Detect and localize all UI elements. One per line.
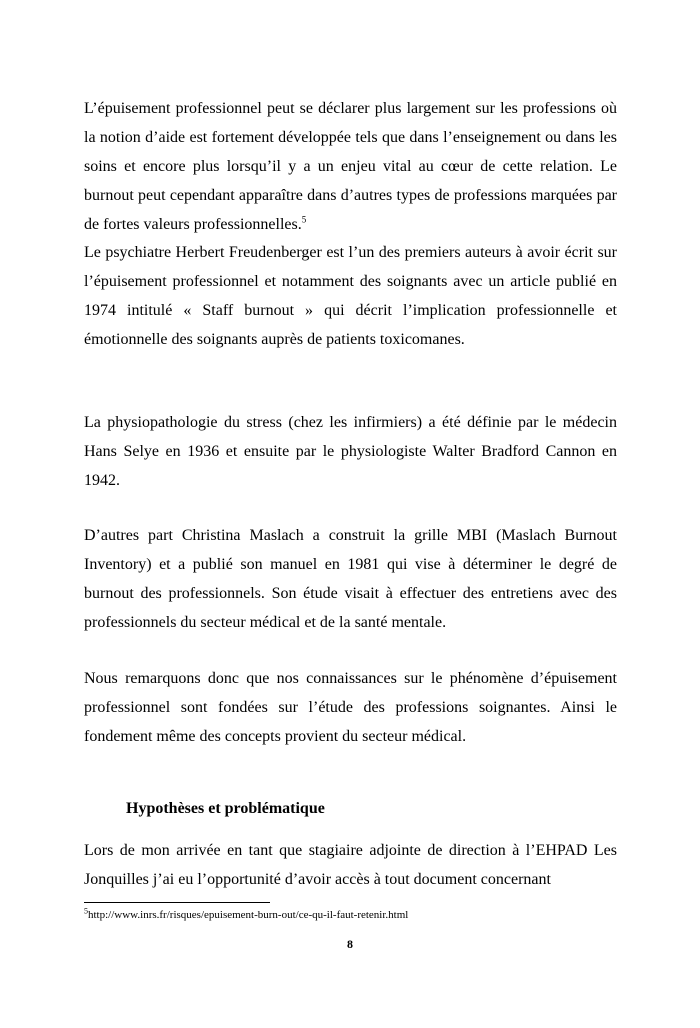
footnote-divider	[84, 902, 270, 903]
paragraph-maslach: D’autres part Christina Maslach a construit la grille MBI (Maslach Burnout Inventory) et a publié son manuel en 1981 qui vise à déterminer le degré de burnout des professionnels. Son étude visait à effectuer des entretiens avec des professionnels du secteur médical et de la santé mentale.	[84, 527, 617, 631]
paragraph-physiopathology: La physiopathologie du stress (chez les infirmiers) a été définie par le médecin Hans Selye en 1936 et ensuite par le physiologiste Walter Bradford Cannon en 1942.	[84, 414, 617, 489]
paragraph-knowledge-origin: Nous remarquons donc que nos connaissances sur le phénomène d’épuisement professionnel sont fondées sur l’étude des professions soignantes. Ainsi le fondement même des concepts provient du secteur médical.	[84, 670, 617, 745]
page-number: 8	[347, 937, 353, 951]
footnote-reference[interactable]: 5	[301, 214, 307, 225]
footnote	[84, 908, 408, 922]
paragraph-text: L’épuisement professionnel peut se déclarer plus largement sur les professions où la notion d’aide est fortement développée tels que dans l’enseignement ou dans les soins et encore plus lorsqu’il y a un enjeu vital au cœur de cette relation. Le burnout peut cependant apparaître dans d’autres types de professions marquées par de fortes valeurs professionnelles.	[84, 100, 617, 233]
paragraph-freudenberger: Le psychiatre Herbert Freudenberger est l’un des premiers auteurs à avoir écrit sur l’épuisement professionnel et notamment des soignants avec un article publié en 1974 intitulé « Staff burnout » qui décrit l’implication professionnelle et émotionnelle des soignants auprès de patients toxicomanes.	[84, 244, 617, 348]
footnote-number: 5	[84, 906, 88, 916]
footnote-link[interactable]: http://www.inrs.fr/risques/epuisement-burn-out/ce-qu-il-faut-retenir.html	[88, 909, 409, 921]
paragraph-internship: Lors de mon arrivée en tant que stagiaire adjointe de direction à l’EHPAD Les Jonquilles j’ai eu l’opportunité d’avoir accès à tout document concernant	[84, 842, 617, 888]
section-heading: Hypothèses et problématique	[126, 800, 325, 817]
paragraph-burnout-professions	[84, 94, 617, 239]
